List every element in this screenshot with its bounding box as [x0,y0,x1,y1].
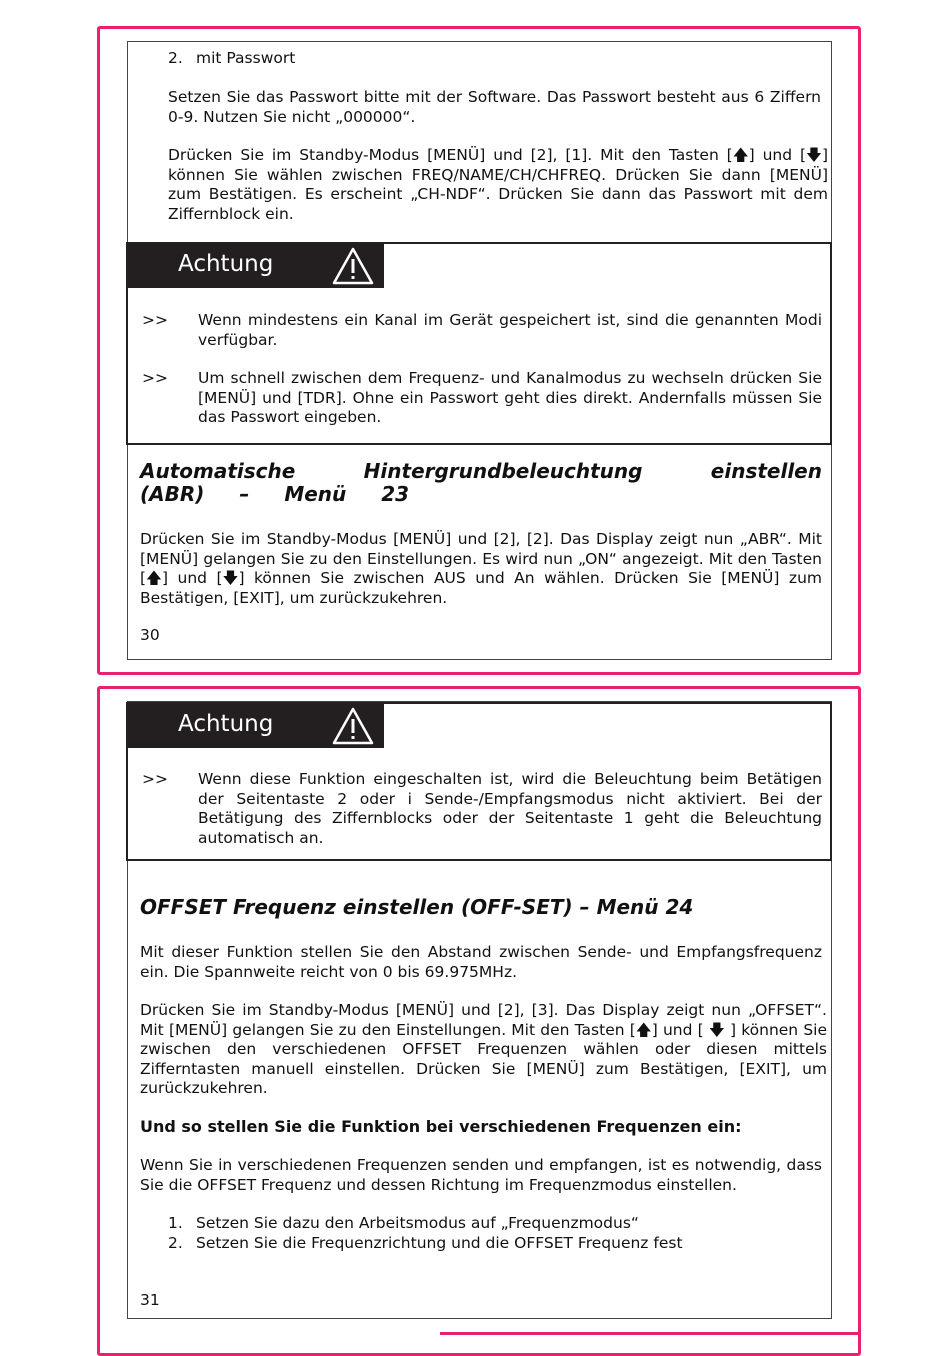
bullet-text: Um schnell zwischen dem Frequenz- und Kanalmodus zu wechseln drücken Sie [MENÜ] und [TDR]. Ohne ein Passwort geht dies direkt. Andernfalls müssen Sie das Passwort eingeben. [198,369,822,426]
paragraph-text: Mit dieser Funktion stellen Sie den Abstand zwischen Sende- und Empfangsfrequenz ein. Die Spannweite reicht von 0 bis 69.975MHz. [140,943,822,981]
list-number: 2. [168,49,183,67]
bullet-mark: >> [142,369,168,387]
paragraph-abr [140,530,822,608]
paragraph-offset-standby [140,1001,827,1099]
warning-box [126,242,832,445]
warning-label: Achtung [178,711,274,737]
warning-label: Achtung [178,251,274,277]
warning-bullet [142,311,822,351]
paragraph-text: Wenn Sie in verschiedenen Frequenzen senden und empfangen, ist es notwendig, dass Sie die OFFSET Frequenz und dessen Richtung im Frequenzmodus einstellen. [140,1156,822,1194]
paragraph-text: Drücken Sie im Standby-Modus [MENÜ] und [2], [1]. Mit den Tasten [🡅] und [🡇] können Sie wählen zwischen FREQ/NAME/CH/CHFREQ. Drücken Sie dann [MENÜ] zum Bestätigen. Es erscheint „CH-NDF“. Drücken Sie dann das Passwort mit dem Ziffernblock ein. [168,146,828,223]
paragraph-standby [168,146,828,224]
numbered-list [168,1214,818,1254]
warning-header [128,244,384,288]
list-number: 2. [168,1234,183,1252]
paragraph-text: Drücken Sie im Standby-Modus [MENÜ] und [2], [2]. Das Display zeigt nun „ABR“. Mit [MENÜ] gelangen Sie zu den Einstellungen. Es wird nun „ON“ angezeigt. Mit den Tasten [🡅] und [🡇] können Sie zwischen AUS und An wählen. Drücken Sie [MENÜ] zum Bestätigen, [EXIT], um zurückzukehren. [140,530,822,607]
list-item-text: Setzen Sie die Frequenzrichtung und die OFFSET Frequenz fest [196,1234,683,1252]
warning-triangle-icon [332,707,374,745]
warning-header [128,704,384,748]
list-item [168,1234,818,1254]
warning-box [126,702,832,861]
bullet-text: Wenn mindestens ein Kanal im Gerät gespeichert ist, sind die genannten Modi verfügbar. [198,311,822,349]
warning-bullet [142,369,822,429]
bold-subheading: Und so stellen Sie die Funktion bei verschiedenen Frequenzen ein: [140,1117,742,1136]
list-item-text: mit Passwort [196,49,296,67]
page-number: 30 [140,626,160,644]
paragraph-offset-intro [140,943,822,982]
section-heading: Automatische Hintergrundbeleuchtung einstellen (ABR) – Menü 23 [140,459,822,506]
bullet-text: Wenn diese Funktion eingeschalten ist, wird die Beleuchtung beim Betätigen der Seitentaste 2 oder i Sende-/Empfangsmodus nicht aktiviert. Bei der Betätigung des Ziffernblocks oder der Seitentaste 1 geht die Beleuchtung automatisch an. [198,770,822,847]
bullet-mark: >> [142,311,168,329]
list-number: 1. [168,1214,183,1232]
numbered-list [168,49,818,69]
bullet-mark: >> [142,770,168,788]
paragraph-password [168,88,821,127]
list-item [168,1214,818,1234]
bottom-divider [440,1332,861,1335]
list-item-text: Setzen Sie dazu den Arbeitsmodus auf „Frequenzmodus“ [196,1214,639,1232]
paragraph-text: Setzen Sie das Passwort bitte mit der Software. Das Passwort besteht aus 6 Ziffern 0-9. Nutzen Sie nicht „000000“. [168,88,821,126]
page-number: 31 [140,1291,160,1309]
paragraph-text: Drücken Sie im Standby-Modus [MENÜ] und [2], [3]. Das Display zeigt nun „OFFSET“. Mit [MENÜ] gelangen Sie zu den Einstellungen. Mit den Tasten [🡅] und [ 🡇 ] können Sie zwischen den verschiedenen OFFSET Frequenzen wählen oder diesen mittels Zifferntasten manuell einstellen. Drücken Sie [MENÜ] zum Bestätigen, [EXIT], um zurückzukehren. [140,1001,827,1097]
warning-bullet [142,770,822,850]
section-heading: OFFSET Frequenz einstellen (OFF-SET) – Menü 24 [140,895,694,919]
paragraph-frequencies [140,1156,822,1195]
warning-triangle-icon [332,247,374,285]
